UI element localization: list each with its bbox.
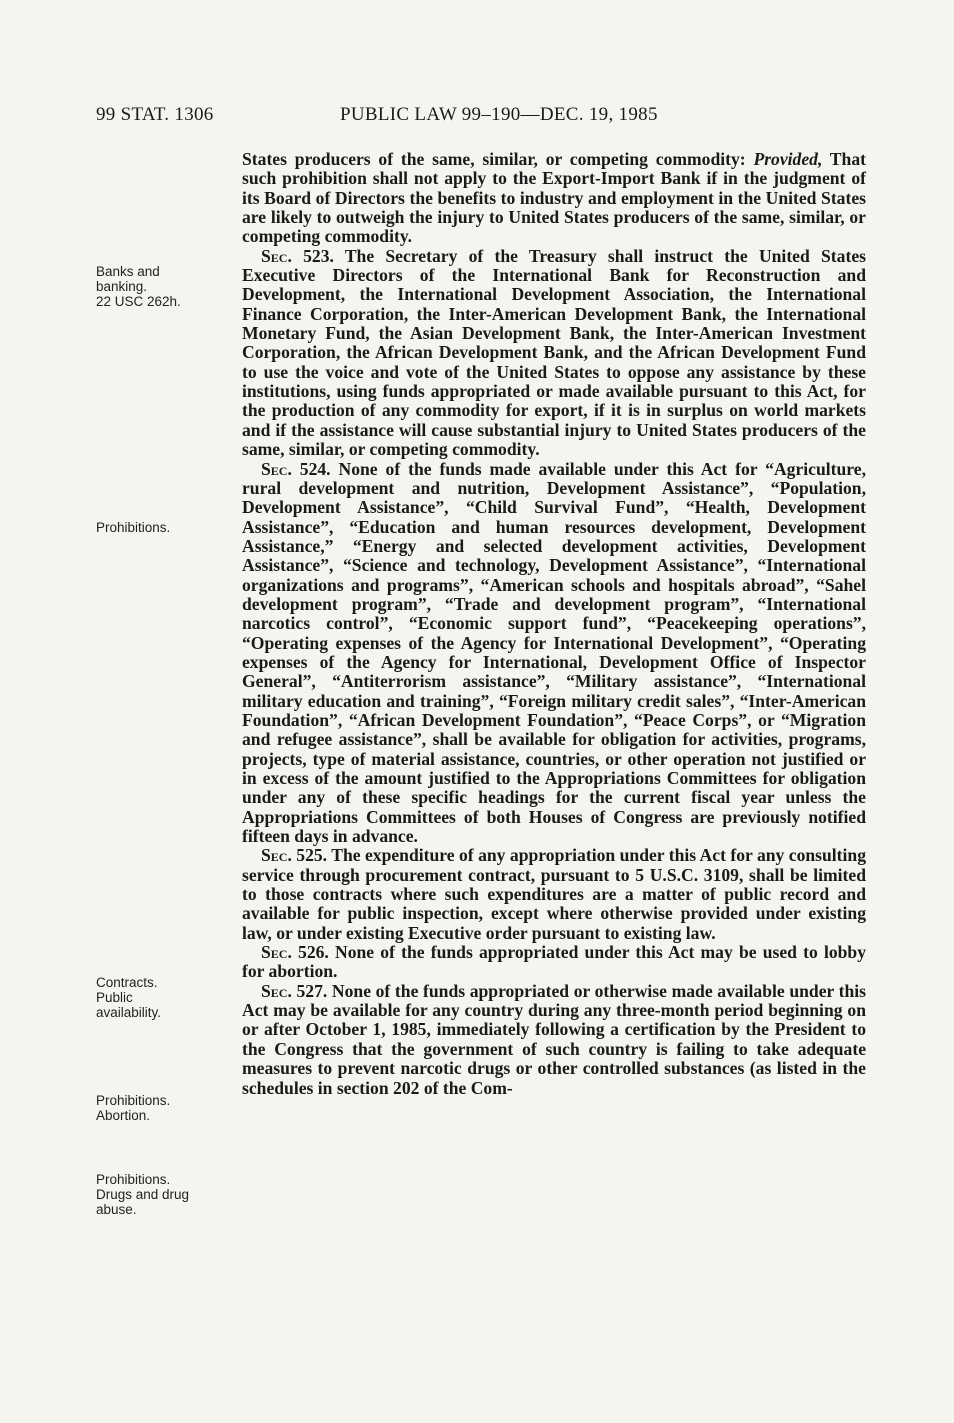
margin-note-prohibitions-524: [96, 520, 226, 535]
margin-note-line: Prohibitions.: [96, 1172, 171, 1187]
section-526: Sec. 526. None of the funds appropriated under this Act may be used to lobby for abortion.: [242, 942, 866, 982]
margin-note-line: abuse.: [96, 1202, 137, 1217]
section-524: Sec. 524. None of the funds made available under this Act for “Agriculture, rural development and nutrition, Development Assistance”, “Population, Development Assistance”, “Child Survival Fund”, “Health, Development Assistance”, “Education and human resources development, Development Assistance,” “Energy and selected development activities, Development Assistance”, “Science and technology, Development Assistance”, “International organizations and programs”, “American schools and hospitals abroad”, “Sahel development program”, “Trade and development program”, “International narcotics control”, “Economic support fund”, “Peacekeeping operations”, “Operating expenses of the Agency for International Development”, “Operating expenses of the Agency for International, Development Office of Inspector General”, “Antiterrorism assistance”, “Military assistance”, “International military education and training”, “Foreign military credit sales”, “Inter-American Foundation”, “African Development Foundation”, “Peace Corps”, or “Migration and refugee assistance”, shall be available for obligation for activities, programs, projects, type of material assistance, countries, or other operation not justified or in excess of the amount justified to the Appropriations Committees for obligation under any of these specific headings for the current fiscal year unless the Appropriations Committees of both Houses of Congress are previously notified fifteen days in advance.: [242, 458, 866, 847]
statute-page-reference: 99 STAT. 1306: [96, 104, 214, 125]
margin-note-line: Public: [96, 990, 133, 1005]
margin-note-line: Abortion.: [96, 1108, 151, 1123]
margin-note-line: availability.: [96, 1005, 162, 1020]
continued-paragraph: States producers of the same, similar, or competing commodity: Provided, That such prohibition shall not apply to the Export-Import Bank if in the judgment of its Board of Directors the benefits to industry and employment in the United States are likely to outweigh the injury to United States producers of the same, similar, or competing commodity.: [242, 149, 866, 247]
margin-note-prohibitions-abortion: [96, 1093, 226, 1123]
page-header: [96, 104, 896, 134]
section-label: Sec. 523.: [261, 245, 334, 266]
margin-note-line: Prohibitions.: [96, 520, 171, 535]
statute-body: [242, 150, 866, 1098]
margin-note-line: Drugs and drug: [96, 1187, 190, 1202]
section-label: Sec. 526.: [261, 942, 329, 963]
section-label: Sec. 527.: [261, 980, 328, 1001]
section-label: Sec. 524.: [261, 458, 331, 479]
section-523: Sec. 523. The Secretary of the Treasury shall instruct the United States Executive Directors of the International Bank for Reconstruction and Development, the International Development Association, the International Finance Corporation, the Inter-American Development Bank, the International Monetary Fund, the Asian Development Bank, the Inter-American Investment Corporation, the African Development Bank, and the African Development Fund to use the voice and vote of the United States to oppose any assistance by these institutions, using funds appropriated or made available pursuant to this Act, for the production of any commodity for export, if it is in surplus on world markets and if the assistance will cause substantial injury to United States producers of the same, similar, or competing commodity.: [242, 245, 866, 460]
margin-note-line: 22 USC 262h.: [96, 294, 181, 309]
margin-note-line: Prohibitions.: [96, 1093, 171, 1108]
margin-note-line: banking.: [96, 279, 148, 294]
margin-note-banks-and-banking: [96, 264, 226, 309]
margin-note-line: Contracts.: [96, 975, 158, 990]
section-525: Sec. 525. The expenditure of any appropriation under this Act for any consulting service through procurement contract, pursuant to 5 U.S.C. 3109, shall be limited to those contracts where such expenditures are a matter of public record and available for public inspection, except where otherwise provided under existing law, or under existing Executive order pursuant to existing law.: [242, 845, 866, 943]
section-527: Sec. 527. None of the funds appropriated or otherwise made available under this Act may be available for any country during any three-month period beginning on or after October 1, 1985, immediately following a certification by the President to the Congress that the government of such country is failing to take adequate measures to prevent narcotic drugs or other controlled substances (as listed in the schedules in section 202 of the Com-: [242, 980, 866, 1098]
public-law-reference: PUBLIC LAW 99–190—DEC. 19, 1985: [340, 104, 658, 125]
section-label: Sec. 525.: [261, 845, 328, 866]
margin-note-prohibitions-drugs: [96, 1172, 226, 1217]
margin-note-contracts: [96, 975, 226, 1020]
margin-note-line: Banks and: [96, 264, 160, 279]
proviso: Provided,: [753, 149, 823, 169]
